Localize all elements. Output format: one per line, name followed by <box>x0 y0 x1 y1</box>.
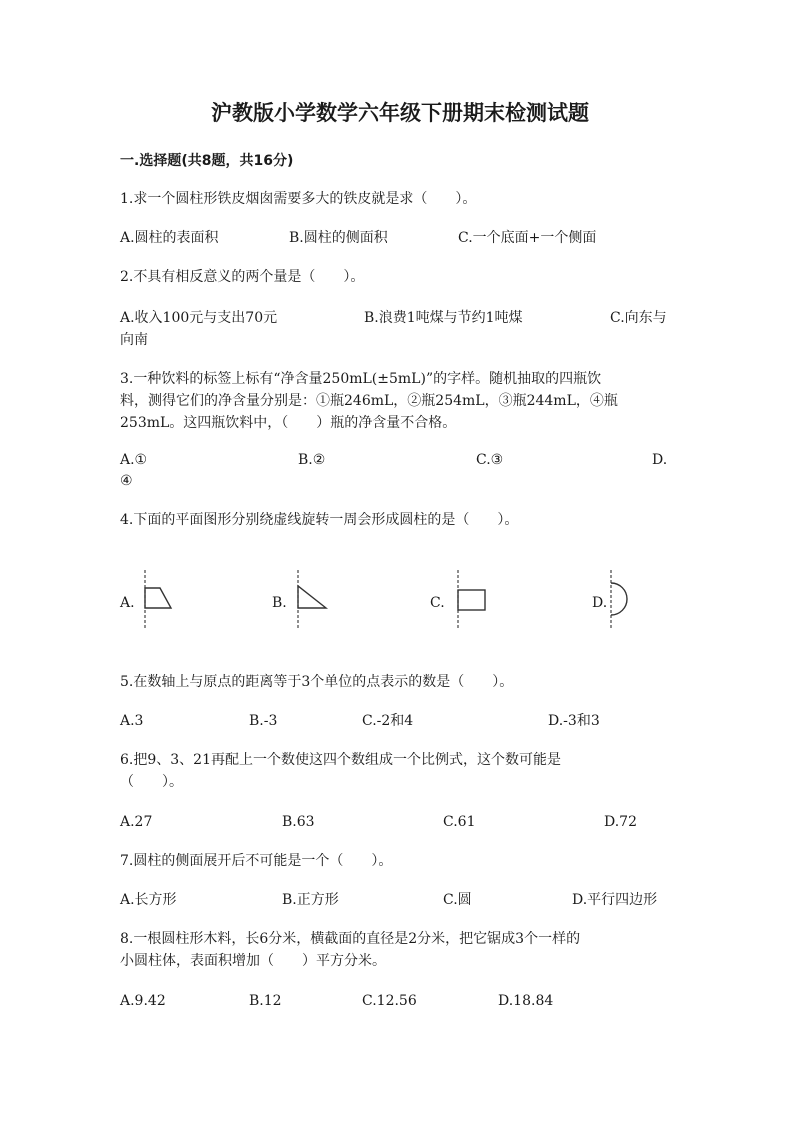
figure-a-trapezoid-icon <box>138 568 178 632</box>
question-3-stem-line-1: 3.一种饮料的标签上标有“净含量250mL(±5mL)”的字样。随机抽取的四瓶饮 <box>120 371 602 387</box>
question-4-stem: 4.下面的平面图形分别绕虚线旋转一周会形成圆柱的是（ ）。 <box>120 512 519 528</box>
question-7-option-a: A.长方形 <box>120 892 177 908</box>
question-3-option-c: C.③ <box>476 452 504 468</box>
question-5-option-b: B.-3 <box>249 713 278 729</box>
question-3-stem-line-2: 料，测得它们的净含量分别是：①瓶246mL，②瓶254mL，③瓶244mL，④瓶 <box>120 393 618 409</box>
question-1-option-b: B.圆柱的侧面积 <box>289 230 388 246</box>
question-8-option-a: A.9.42 <box>120 993 166 1009</box>
question-2-option-c-cont: 向南 <box>120 332 148 348</box>
question-8-option-d: D.18.84 <box>498 993 554 1009</box>
question-5-option-a: A.3 <box>120 713 144 729</box>
page-title: 沪教版小学数学六年级下册期末检测试题 <box>211 101 589 125</box>
question-4-option-a: A. <box>120 595 135 611</box>
question-7-option-d: D.平行四边形 <box>572 892 658 908</box>
question-1-option-c: C.一个底面+一个侧面 <box>458 230 597 246</box>
figure-d-semicircle-icon <box>604 568 644 632</box>
question-3-stem-line-3: 253mL。这四瓶饮料中，（ ）瓶的净含量不合格。 <box>120 415 457 431</box>
question-5-option-d: D.-3和3 <box>548 713 600 729</box>
figure-b-triangle-icon <box>290 568 334 632</box>
question-5-option-c: C.-2和4 <box>362 713 414 729</box>
question-7-option-c: C.圆 <box>443 892 472 908</box>
question-3-option-d-cont: ④ <box>120 473 133 489</box>
question-8-option-c: C.12.56 <box>362 993 417 1009</box>
question-5-stem: 5.在数轴上与原点的距离等于3个单位的点表示的数是（ ）。 <box>120 674 514 690</box>
section-heading: 一.选择题(共8题，共16分) <box>120 153 294 169</box>
question-8-stem-line-1: 8.一根圆柱形木料，长6分米，横截面的直径是2分米，把它锯成3个一样的 <box>120 931 581 947</box>
question-7-option-b: B.正方形 <box>282 892 339 908</box>
question-3-option-d: D. <box>652 452 668 468</box>
question-8-stem-line-2: 小圆柱体，表面积增加（ ）平方分米。 <box>120 953 386 969</box>
question-6-stem-line-1: 6.把9、3、21再配上一个数使这四个数组成一个比例式，这个数可能是 <box>120 752 561 768</box>
question-2-option-c: C.向东与 <box>610 310 667 326</box>
question-7-stem: 7.圆柱的侧面展开后不可能是一个（ ）。 <box>120 853 393 869</box>
question-6-option-b: B.63 <box>282 814 315 830</box>
question-2-option-a: A.收入100元与支出70元 <box>120 310 278 326</box>
question-4-option-d: D. <box>592 595 608 611</box>
question-4-option-c: C. <box>430 595 445 611</box>
question-2-option-b: B.浪费1吨煤与节约1吨煤 <box>364 310 523 326</box>
question-6-option-c: C.61 <box>443 814 476 830</box>
question-6-option-d: D.72 <box>604 814 637 830</box>
question-3-option-a: A.① <box>120 452 148 468</box>
question-2-stem: 2.不具有相反意义的两个量是（ ）。 <box>120 269 365 285</box>
question-6-stem-line-2: （ ）。 <box>120 774 183 790</box>
question-1-stem: 1.求一个圆柱形铁皮烟囱需要多大的铁皮就是求（ ）。 <box>120 191 477 207</box>
figure-c-rectangle-icon <box>450 568 494 632</box>
question-4-option-b: B. <box>272 595 287 611</box>
question-1-option-a: A.圆柱的表面积 <box>120 230 219 246</box>
question-6-option-a: A.27 <box>120 814 153 830</box>
question-3-option-b: B.② <box>298 452 326 468</box>
question-8-option-b: B.12 <box>249 993 282 1009</box>
